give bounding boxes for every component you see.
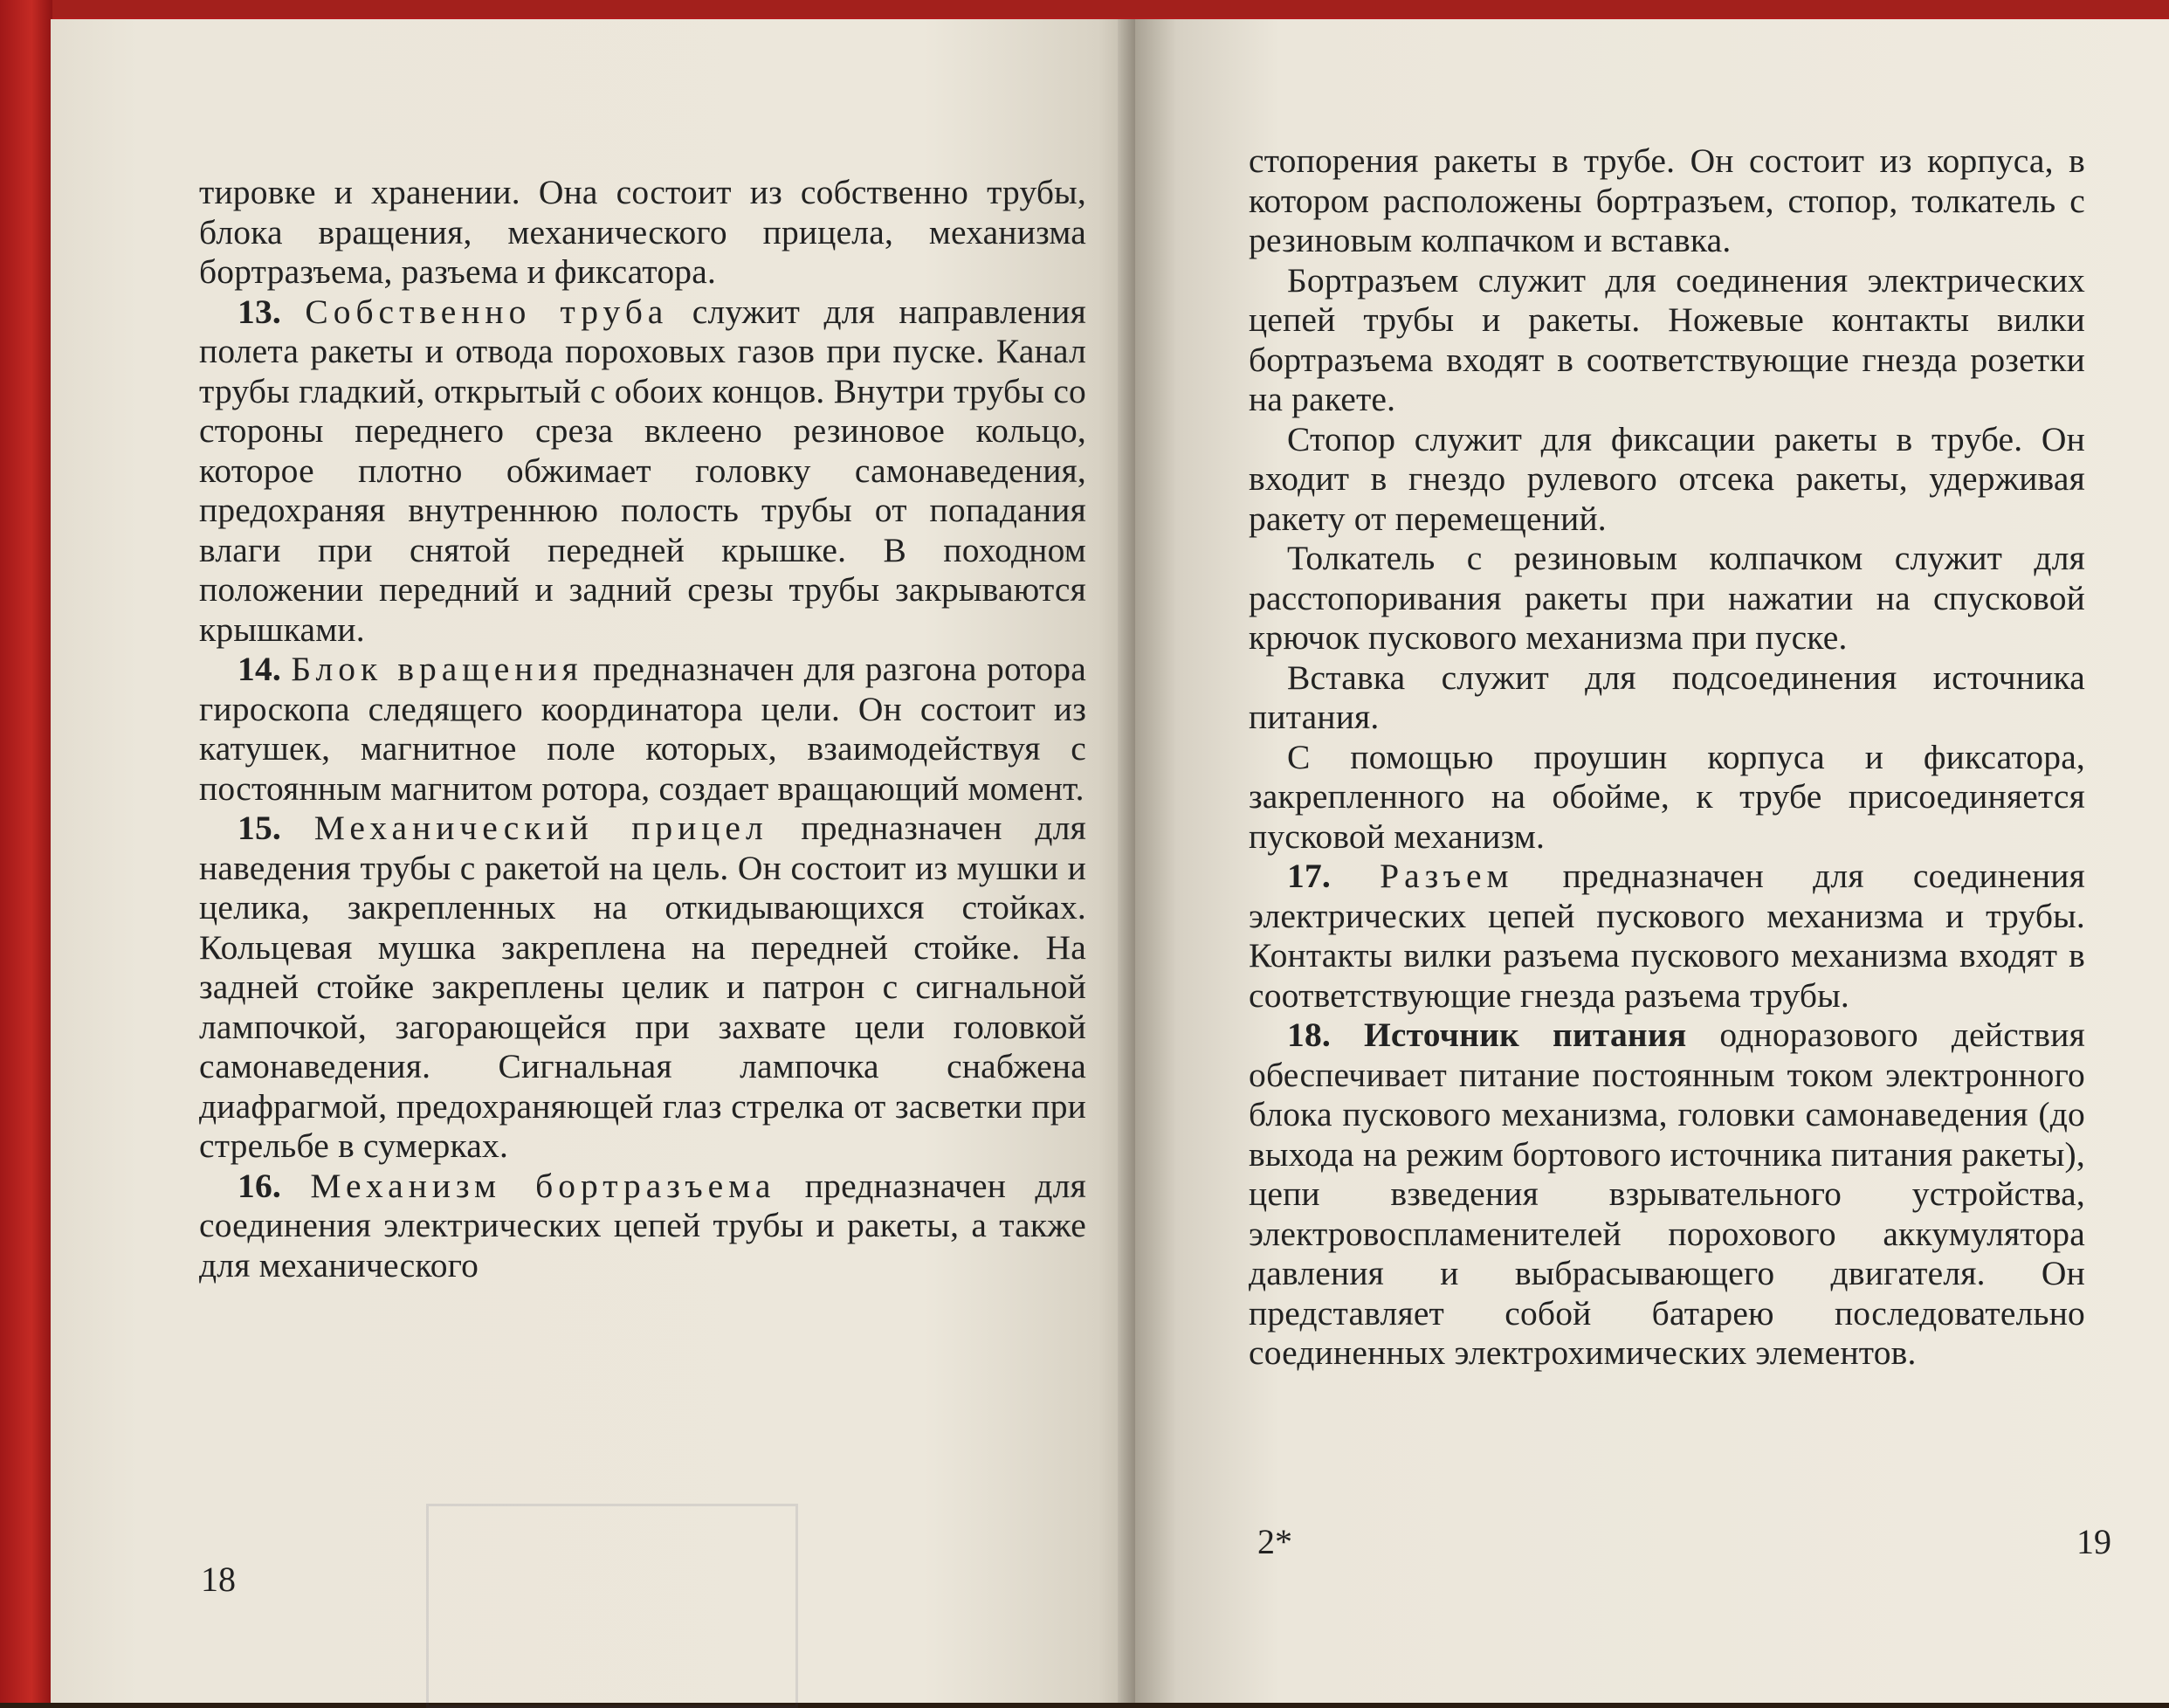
section-number: 15. [238, 809, 281, 847]
section-lead: Механизм бортразъема [310, 1166, 776, 1205]
page-right [1135, 19, 2169, 1703]
paragraph [1249, 1016, 2085, 1374]
paragraph-text: одноразового действия обеспечивает питание постоянным током электронного блока пускового механизма, головки самонаведения (до выхода на режим бортового источника питания ракеты), цепи взведения взрывательного устройства, электровоспламенителей порохового аккумулятора давления и выбрасывающего двигателя. Он представляет собой батарею последовательно соединенных электрохимических элементов. [1249, 1016, 2085, 1372]
section-lead: Блок вращения [291, 650, 583, 688]
paragraph [199, 650, 1086, 809]
section-lead: Разъем [1380, 857, 1514, 895]
paragraph-text: Вставка служит для подсоединения источника питания. [1249, 658, 2085, 736]
paragraph [199, 809, 1086, 1167]
page-number-left: 18 [201, 1560, 236, 1599]
section-number: 16. [238, 1166, 281, 1205]
paragraph-text: тировке и хранении. Она состоит из собственно трубы, блока вращения, механического прицела, механизма бортразъема, разъема и фиксатора. [199, 173, 1086, 291]
paragraph-text: предназначен для соединения электрических цепей трубы и ракеты, а также для механического [199, 1166, 1087, 1284]
paragraph-text: С помощью проушин корпуса и фиксатора, закрепленного на обойме, к трубе присоединяется пусковой механизм. [1249, 737, 2085, 856]
left-page-text [199, 173, 1086, 1285]
paragraph [199, 173, 1086, 293]
right-page-text [1249, 141, 2085, 1374]
paragraph-text: Бортразъем служит для соединения электрических цепей трубы и ракеты. Ножевые контакты вилки бортразъема входят в соответствующие гнезда розетки на ракете. [1249, 260, 2085, 418]
section-lead: Механический прицел [313, 809, 768, 847]
page-left [51, 19, 1142, 1703]
section-number: 18. [1287, 1016, 1331, 1054]
paragraph [1249, 738, 2085, 857]
library-stamp-bleed [426, 1504, 798, 1708]
paragraph [1249, 658, 2085, 738]
section-lead-bold: Источник питания [1363, 1016, 1687, 1054]
signature-mark: 2* [1257, 1522, 1292, 1561]
paragraph [1249, 261, 2085, 420]
paragraph [1249, 539, 2085, 658]
paragraph-text: предназначен для соединения электрических цепей пускового механизма и трубы. Контакты вилки разъема пускового механизма входят в соответствующие гнезда разъема трубы. [1249, 857, 2085, 1015]
paragraph [1249, 141, 2085, 261]
paragraph-text: стопорения ракеты в трубе. Он состоит из корпуса, в котором расположены бортразъем, стопор, толкатель с резиновым колпачком и вставка. [1249, 141, 2085, 259]
paragraph-text: Стопор служит для фиксации ракеты в трубе. Он входит в гнездо рулевого отсека ракеты, удерживая ракету от перемещений. [1249, 419, 2085, 538]
paragraph [199, 293, 1086, 651]
paragraph-text: предназначен для разгона ротора гироскопа следящего координатора цели. Он состоит из катушек, магнитное поле которых, взаимодействуя с постоянным магнитом ротора, создает вращающий момент. [199, 650, 1086, 808]
page-number-right: 19 [2076, 1522, 2111, 1561]
section-number: 14. [238, 650, 281, 688]
paragraph [1249, 420, 2085, 540]
section-lead: Собственно труба [305, 292, 669, 331]
section-number: 17. [1287, 857, 1331, 895]
paragraph-text: Толкатель с резиновым колпачком служит для расстопоривания ракеты при нажатии на спусковой крючок пускового механизма при пуске. [1249, 539, 2085, 657]
paragraph-text: служит для направления полета ракеты и отвода пороховых газов при пуске. Канал трубы гладкий, открытый с обоих концов. Внутри трубы со стороны переднего среза вклеено резиновое кольцо, которое плотно обжимает головку самонаведения, предохраняя внутреннюю полость трубы от попадания влаги при снятой передней крышке. В походном положении передний и задний срезы трубы закрываются крышками. [199, 292, 1086, 649]
cover-left-edge [0, 0, 52, 1703]
paragraph [1249, 857, 2085, 1016]
section-number: 13. [238, 292, 281, 331]
paragraph [199, 1167, 1086, 1286]
cover-top-edge [0, 0, 2169, 17]
paragraph-text: предназначен для наведения трубы с ракетой на цель. Он состоит из мушки и целика, закрепленных на откидывающихся стойках. Кольцевая мушка закреплена на передней стойке. На задней стойке закреплены целик и патрон с сигнальной лампочкой, загорающейся при захвате цели головкой самонаведения. Сигнальная лампочка снабжена диафрагмой, предохраняющей глаз стрелка от засветки при стрельбе в сумерках. [199, 809, 1087, 1165]
